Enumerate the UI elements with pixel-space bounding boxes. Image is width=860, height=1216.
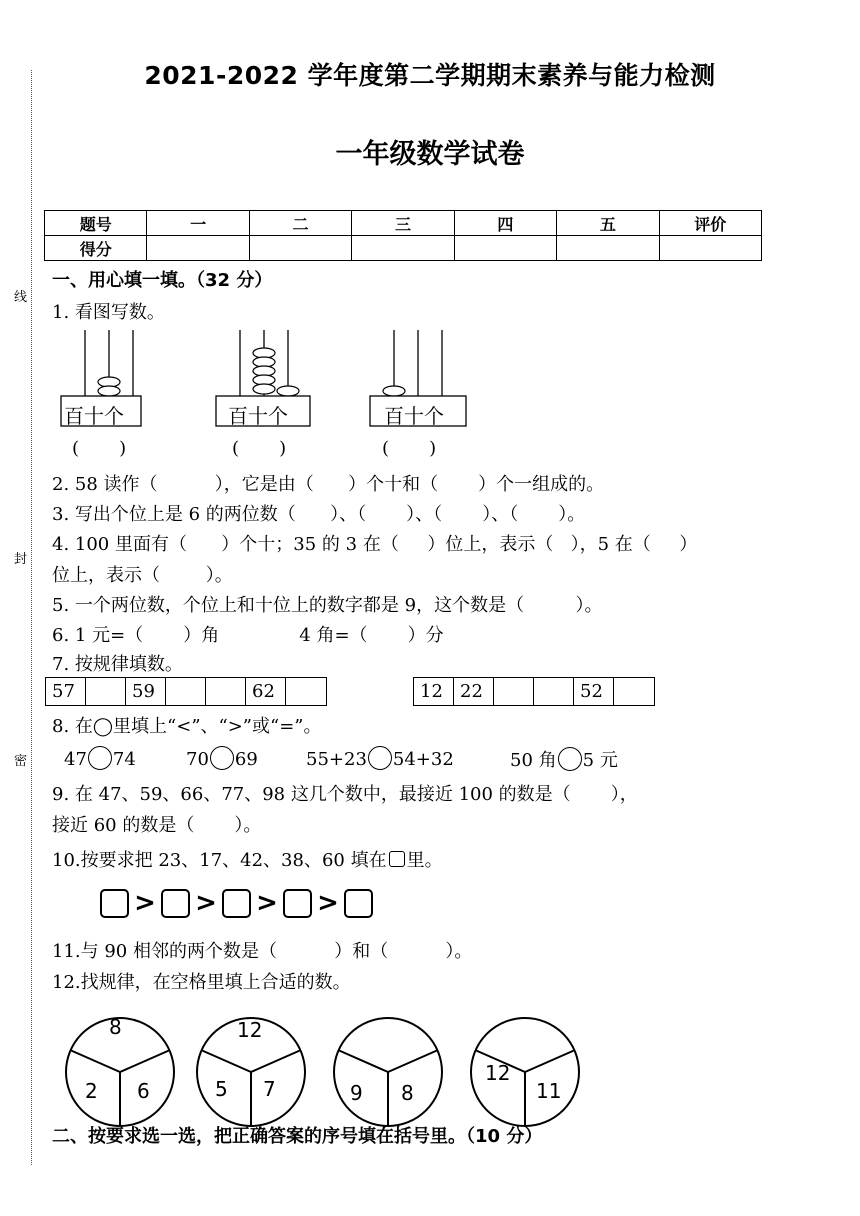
score-row	[45, 236, 762, 261]
compare-circle[interactable]	[88, 746, 112, 770]
compare-circle[interactable]	[558, 747, 582, 771]
abacus-3-answer[interactable]: ( )	[382, 438, 437, 459]
abacus-3-label: 百十个	[384, 404, 444, 428]
order-box[interactable]	[222, 889, 251, 918]
question-4-cont: 位上，表示（ ）。	[52, 565, 233, 586]
score-header-cell: 评价	[659, 211, 761, 236]
binding-char-mi: 密	[14, 754, 28, 769]
sequence-cell: 22	[454, 678, 494, 705]
score-cell[interactable]	[147, 236, 249, 261]
question-9-cont: 接近 60 的数是（ ）。	[52, 815, 262, 836]
score-header-row	[45, 211, 762, 236]
sequence-cell[interactable]	[166, 678, 206, 705]
sequence-cell: 57	[46, 678, 86, 705]
compare-item	[186, 746, 258, 770]
score-cell[interactable]	[249, 236, 351, 261]
wheel-1	[66, 1015, 174, 1126]
score-header-cell: 四	[454, 211, 556, 236]
sequence-cell[interactable]	[614, 678, 654, 705]
binding-char-xian: 线	[14, 290, 28, 305]
sequence-row-2	[413, 677, 655, 706]
question-2: 2. 58 读作（ ），它是由（ ）个十和（ ）个一组成的。	[52, 474, 605, 495]
binding-char-feng: 封	[14, 552, 28, 567]
wheel-4-left: 12	[485, 1061, 511, 1085]
sequence-row-1	[45, 677, 327, 706]
abacus-2-label: 百十个	[228, 404, 288, 428]
order-box[interactable]	[100, 889, 129, 918]
score-cell[interactable]	[659, 236, 761, 261]
order-box[interactable]	[344, 889, 373, 918]
compare-circle[interactable]	[210, 746, 234, 770]
compare-item	[64, 746, 136, 770]
compare-right: 5 元	[582, 750, 618, 771]
question-12: 12.找规律，在空格里填上合适的数。	[52, 972, 351, 993]
sequence-cell: 12	[414, 678, 454, 705]
number-wheels	[60, 1010, 600, 1135]
compare-right: 74	[112, 749, 136, 770]
wheel-3-left: 9	[350, 1081, 363, 1105]
sequence-cell: 52	[574, 678, 614, 705]
greater-than-sign: >	[256, 888, 278, 918]
wheel-2-right: 7	[263, 1077, 276, 1101]
sequence-cell[interactable]	[494, 678, 534, 705]
compare-left: 50 角	[510, 750, 557, 771]
question-8: 8. 在◯里填上“<”、“>”或“=”。	[52, 716, 322, 737]
score-table	[44, 210, 762, 261]
compare-left: 70	[186, 749, 209, 770]
wheel-3-right: 8	[401, 1081, 414, 1105]
wheel-2-top: 12	[237, 1018, 263, 1042]
exam-title: 2021-2022 学年度第二学期期末素养与能力检测	[144, 61, 716, 90]
compare-left: 47	[64, 749, 87, 770]
score-cell[interactable]	[454, 236, 556, 261]
score-header-cell: 三	[352, 211, 454, 236]
greater-than-sign: >	[317, 888, 339, 918]
question-11: 11.与 90 相邻的两个数是（ ）和（ ）。	[52, 941, 473, 962]
compare-item	[306, 746, 454, 770]
wheel-1-top: 8	[109, 1015, 122, 1039]
compare-item	[510, 746, 618, 772]
wheel-2-left: 5	[215, 1077, 228, 1101]
compare-left: 55+23	[306, 749, 367, 770]
compare-right: 54+32	[392, 749, 454, 770]
score-cell[interactable]	[557, 236, 659, 261]
question-3: 3. 写出个位上是 6 的两位数（ ）、（ ）、（ ）、（ ）。	[52, 504, 586, 525]
question-10-text: 10.按要求把 23、17、42、38、60 填在	[52, 850, 387, 871]
score-header-cell: 二	[249, 211, 351, 236]
exam-subtitle: 一年级数学试卷	[335, 139, 525, 170]
question-4: 4. 100 里面有（ ）个十；35 的 3 在（ ）位上，表示（ ），5 在（ ）	[52, 534, 698, 555]
wheel-4-right: 11	[536, 1079, 562, 1103]
score-header-cell: 五	[557, 211, 659, 236]
section-2-heading: 二、按要求选一选，把正确答案的序号填在括号里。（10 分）	[52, 1126, 543, 1147]
order-box[interactable]	[283, 889, 312, 918]
score-header-cell: 题号	[45, 211, 147, 236]
abacus-1-answer[interactable]: ( )	[72, 438, 127, 459]
sequence-cell[interactable]	[86, 678, 126, 705]
order-box[interactable]	[161, 889, 190, 918]
question-9: 9. 在 47、59、66、77、98 这几个数中，最接近 100 的数是（ ），	[52, 784, 638, 805]
binding-dotted-line	[31, 70, 32, 1165]
square-icon	[389, 851, 405, 867]
question-10	[52, 846, 443, 872]
abacus-2-answer[interactable]: ( )	[232, 438, 287, 459]
sequence-cell[interactable]	[286, 678, 326, 705]
compare-circle[interactable]	[368, 746, 392, 770]
wheel-3	[334, 1018, 442, 1126]
question-5: 5. 一个两位数，个位上和十位上的数字都是 9，这个数是（ ）。	[52, 595, 603, 616]
score-header-cell: 一	[147, 211, 249, 236]
abacus-1-label: 百十个	[64, 404, 124, 428]
question-6: 6. 1 元=（ ）角 4 角=（ ）分	[52, 625, 444, 646]
section-1-heading: 一、用心填一填。（32 分）	[52, 270, 273, 291]
greater-than-sign: >	[134, 888, 156, 918]
score-cell[interactable]	[352, 236, 454, 261]
sequence-cell: 59	[126, 678, 166, 705]
question-10-tail: 里。	[406, 850, 443, 871]
sequence-cell: 62	[246, 678, 286, 705]
greater-than-sign: >	[195, 888, 217, 918]
wheel-2	[197, 1018, 305, 1126]
question-7: 7. 按规律填数。	[52, 654, 183, 675]
compare-right: 69	[234, 749, 258, 770]
sequence-cell[interactable]	[206, 678, 246, 705]
score-row-label: 得分	[45, 236, 147, 261]
wheel-4	[471, 1018, 579, 1126]
sequence-cell[interactable]	[534, 678, 574, 705]
wheel-1-left: 2	[85, 1079, 98, 1103]
question-1: 1. 看图写数。	[52, 302, 165, 323]
wheel-1-right: 6	[137, 1079, 150, 1103]
ordering-boxes	[100, 889, 373, 918]
